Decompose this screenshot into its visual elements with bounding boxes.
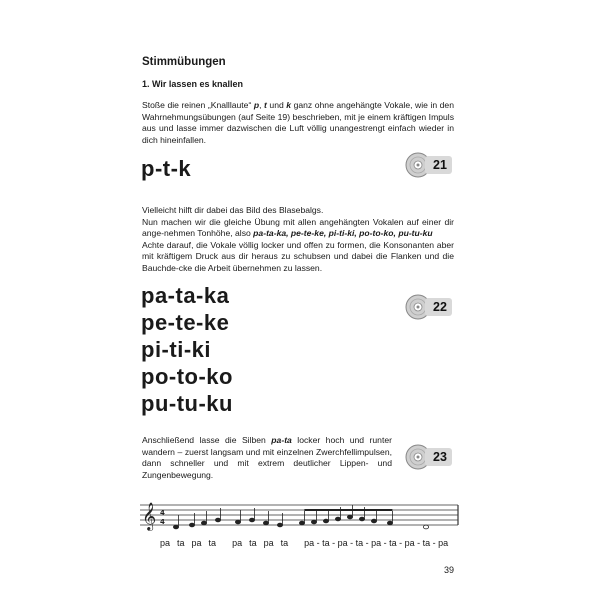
note-head: [235, 520, 240, 524]
letter-p: p: [253, 100, 260, 110]
track-number: 22: [425, 298, 452, 316]
third-paragraph: [142, 435, 392, 481]
page-number: 39: [444, 565, 455, 575]
note-head: [215, 518, 220, 522]
text-span: locker hoch und runter wandern – zuerst langsam und mit einzelnen Zwerchfellimpulsen, dann schneller und mit extrem deutlicher Lippen- und Zungenbewegung.: [142, 435, 392, 480]
section-heading: Stimmübungen: [142, 56, 226, 68]
syllable-pata: pa-ta: [271, 435, 292, 445]
note-head: [311, 520, 316, 524]
syllable-line: pi-ti-ki: [141, 337, 211, 362]
note-head: [249, 518, 254, 522]
note-head: [387, 521, 392, 525]
note-head: [423, 525, 428, 529]
svg-text:4: 4: [160, 518, 165, 526]
text-span: ,: [259, 100, 265, 110]
track-number: 21: [425, 156, 452, 174]
cd-track-23: [405, 444, 452, 470]
note-head: [323, 519, 328, 523]
second-paragraph: [142, 205, 454, 275]
note-head: [277, 523, 282, 527]
lyric: ta: [208, 538, 217, 548]
intro-paragraph: [142, 100, 454, 146]
note-head: [189, 523, 194, 527]
note-head: [359, 517, 364, 521]
syllable-line: po-to-ko: [141, 364, 233, 389]
treble-clef-icon: 𝄞: [142, 502, 157, 530]
letter-k: k: [286, 100, 292, 110]
lyric: ta: [280, 538, 289, 548]
cd-track-22: [405, 294, 452, 320]
music-staff: [140, 497, 460, 537]
text-span: Achte darauf, die Vokale völlig locker und offen zu formen, die Konsonanten aber mit kräftigem Druck aus dir heraus zu schubsen und dabei die Flanken und die Bauchde-cke die Arbeit übernehmen zu lassen.: [142, 239, 454, 273]
text-span: und: [266, 100, 287, 110]
note-head: [347, 515, 352, 519]
syllable-line: pe-te-ke: [141, 310, 230, 335]
text-span: ganz ohne angehängte Vokale, wie in den Wahrnehmungsübungen (auf Seite 19) beschrieben, mit je einem kräftigen Impuls aus und lasse immer dazwischen die Luft völlig unangestrengt einfach wieder in dich hineinfallen.: [142, 100, 454, 145]
text-span: Vielleicht hilft dir dabei das Bild des Blasebalgs.: [142, 205, 324, 215]
lyric: pa: [232, 538, 243, 548]
exercise-heading: 1. Wir lassen es knallen: [142, 79, 243, 89]
letter-t: t: [264, 100, 267, 110]
lyric: pa: [160, 538, 171, 548]
lyric: pa: [191, 538, 202, 548]
syllable-line: pu-tu-ku: [141, 391, 233, 416]
lyric: pa: [263, 538, 274, 548]
syllable-list: [141, 282, 233, 417]
note-head: [299, 521, 304, 525]
lyric: ta: [249, 538, 257, 548]
syllable-examples: pa-ta-ka, pe-te-ke, pi-ti-ki, po-to-ko, pu-tu-ku: [253, 228, 433, 239]
note-head: [335, 517, 340, 521]
syllable-line: pa-ta-ka: [141, 283, 230, 308]
text-span: Nun machen wir die gleiche Übung mit allen angehängten Vokalen auf einer dir ange-nehmen Tonhöhe, also: [142, 216, 454, 239]
note-head: [201, 521, 206, 525]
note-head: [371, 519, 376, 523]
lyrics-row: [160, 538, 448, 548]
note-head: [173, 525, 178, 529]
track-number: 23: [425, 448, 452, 466]
svg-text:4: 4: [160, 509, 165, 517]
cd-track-21: [405, 152, 452, 178]
text-span: Stoße die reinen „Knalllaute“: [142, 100, 254, 110]
note-head: [263, 521, 268, 525]
text-span: Anschließend lasse die Silben: [142, 435, 272, 445]
lyric: ta: [177, 538, 185, 548]
lyric-run: pa - ta - pa - ta - pa - ta - pa - ta - pa: [304, 538, 449, 548]
ptk-exercise: p-t-k: [141, 156, 192, 181]
